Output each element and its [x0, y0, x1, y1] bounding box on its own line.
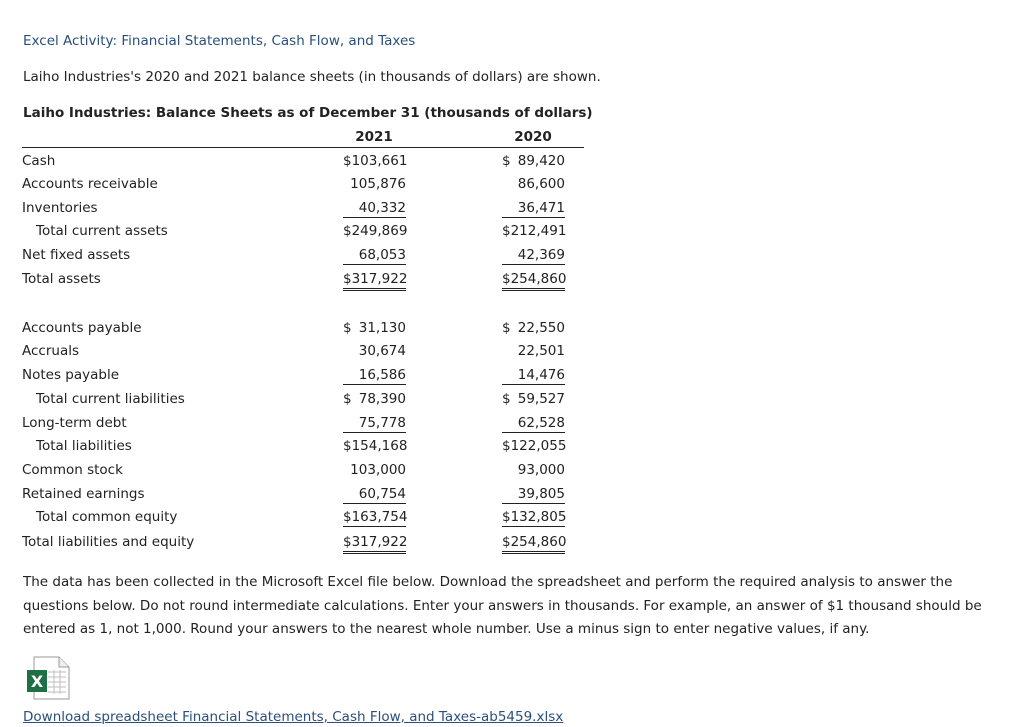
- row-label: Net fixed assets: [22, 247, 131, 263]
- value-2020: [502, 486, 565, 504]
- download-spreadsheet-link[interactable]: Download spreadsheet Financial Statements, Cash Flow, and Taxes-ab5459.xlsx: [23, 709, 564, 725]
- value-2020: [502, 415, 565, 433]
- amount: 212,491: [510, 223, 567, 239]
- currency-symbol: $: [343, 509, 352, 525]
- amount: 14,476: [517, 367, 565, 383]
- value-2020: [502, 223, 565, 239]
- value-2021: [343, 320, 406, 336]
- value-2021: [343, 534, 406, 554]
- column-header-2020: 2020: [514, 129, 552, 145]
- table-row: [22, 174, 582, 194]
- amount: 31,130: [358, 320, 406, 336]
- excel-icon-letter: X: [30, 672, 44, 691]
- value-2020: [502, 343, 565, 359]
- amount: 254,860: [510, 271, 567, 287]
- amount: 163,754: [351, 509, 408, 525]
- value-2021: [343, 391, 406, 407]
- intro-text: Laiho Industries's 2020 and 2021 balance sheets (in thousands of dollars) are shown.: [23, 69, 601, 85]
- currency-symbol: $: [502, 320, 515, 336]
- value-2021: [343, 271, 406, 291]
- row-label: Long-term debt: [22, 415, 127, 431]
- currency-symbol: $: [502, 153, 515, 169]
- currency-symbol: $: [502, 509, 511, 525]
- value-2020: [502, 534, 565, 554]
- currency-symbol: $: [502, 223, 511, 239]
- currency-symbol: $: [343, 320, 356, 336]
- currency-symbol: $: [502, 271, 511, 287]
- table-row: [22, 484, 582, 504]
- amount: 105,876: [350, 176, 406, 192]
- value-2021: [343, 223, 406, 239]
- row-label: Accounts receivable: [22, 176, 158, 192]
- value-2021: [343, 438, 406, 454]
- amount: 86,600: [517, 176, 565, 192]
- currency-symbol: $: [343, 438, 352, 454]
- amount: 40,332: [358, 200, 406, 216]
- amount: 132,805: [510, 509, 567, 525]
- instructions-paragraph: [23, 571, 1003, 642]
- value-2021: [343, 247, 406, 265]
- amount: 93,000: [517, 462, 565, 478]
- amount: 317,922: [351, 271, 408, 287]
- currency-symbol: $: [343, 223, 352, 239]
- amount: 68,053: [358, 247, 406, 263]
- amount: 22,501: [517, 343, 565, 359]
- currency-symbol: $: [343, 534, 352, 550]
- value-2021: [343, 367, 406, 385]
- value-2021: [343, 415, 406, 433]
- table-row: [22, 460, 582, 480]
- value-2021: [343, 486, 406, 504]
- amount: 30,674: [358, 343, 406, 359]
- amount: 122,055: [510, 438, 567, 454]
- header-divider: [22, 147, 584, 148]
- row-label: Total liabilities and equity: [22, 534, 195, 550]
- amount: 22,550: [517, 320, 565, 336]
- value-2021: [343, 176, 406, 192]
- amount: 317,922: [351, 534, 408, 550]
- table-row: [22, 318, 582, 338]
- value-2021: [343, 462, 406, 478]
- amount: 62,528: [517, 415, 565, 431]
- amount: 39,805: [517, 486, 565, 502]
- column-header-2021: 2021: [355, 129, 393, 145]
- row-label: Total assets: [22, 271, 101, 287]
- amount: 36,471: [517, 200, 565, 216]
- value-2021: [343, 153, 406, 169]
- value-2020: [502, 462, 565, 478]
- row-label: Total current assets: [36, 223, 168, 239]
- row-label: Accruals: [22, 343, 80, 359]
- instructions-line-3: entered as 1, not 1,000. Round your answers to the nearest whole number. Use a minus sign to enter negative values, if any.: [23, 621, 870, 637]
- value-2020: [502, 438, 565, 454]
- table-row: [22, 341, 582, 361]
- amount: 154,168: [351, 438, 408, 454]
- table-row: [22, 198, 582, 218]
- row-label: Accounts payable: [22, 320, 142, 336]
- value-2020: [502, 247, 565, 265]
- value-2020: [502, 367, 565, 385]
- activity-title: Excel Activity: Financial Statements, Cash Flow, and Taxes: [23, 33, 416, 49]
- table-row: [22, 413, 582, 433]
- value-2020: [502, 153, 565, 169]
- amount: 59,527: [517, 391, 565, 407]
- row-label: Total current liabilities: [36, 391, 185, 407]
- value-2020: [502, 271, 565, 291]
- amount: 89,420: [517, 153, 565, 169]
- table-row: [22, 389, 582, 409]
- value-2021: [343, 343, 406, 359]
- table-row: [22, 365, 582, 385]
- amount: 254,860: [510, 534, 567, 550]
- row-label: Total liabilities: [36, 438, 132, 454]
- amount: 103,000: [350, 462, 406, 478]
- row-label: Notes payable: [22, 367, 120, 383]
- table-row: [22, 532, 582, 552]
- table-row: [22, 151, 582, 171]
- table-row: [22, 221, 582, 241]
- row-label: Retained earnings: [22, 486, 145, 502]
- value-2020: [502, 200, 565, 218]
- currency-symbol: $: [343, 271, 352, 287]
- value-2020: [502, 176, 565, 192]
- row-label: Total common equity: [36, 509, 178, 525]
- amount: 75,778: [358, 415, 406, 431]
- currency-symbol: $: [502, 534, 511, 550]
- currency-symbol: $: [343, 153, 352, 169]
- value-2021: [343, 200, 406, 218]
- table-row: [22, 507, 582, 527]
- row-label: Inventories: [22, 200, 98, 216]
- instructions-line-1: The data has been collected in the Microsoft Excel file below. Download the spreadsheet and perform the required analysis to answer the: [23, 574, 953, 590]
- amount: 60,754: [358, 486, 406, 502]
- table-row: [22, 245, 582, 265]
- amount: 78,390: [358, 391, 406, 407]
- value-2020: [502, 391, 565, 407]
- currency-symbol: $: [502, 438, 511, 454]
- table-row: [22, 436, 582, 456]
- amount: 103,661: [351, 153, 408, 169]
- currency-symbol: $: [343, 391, 356, 407]
- table-row: [22, 269, 582, 289]
- instructions-line-2: questions below. Do not round intermediate calculations. Enter your answers in thousands. For example, an answer of $1 thousand should be: [23, 597, 982, 614]
- row-label: Cash: [22, 153, 56, 169]
- balance-sheet-title: Laiho Industries: Balance Sheets as of December 31 (thousands of dollars): [23, 105, 593, 121]
- amount: 249,869: [351, 223, 408, 239]
- amount: 16,586: [358, 367, 406, 383]
- currency-symbol: $: [502, 391, 515, 407]
- excel-file-icon[interactable]: [26, 656, 70, 700]
- row-label: Common stock: [22, 462, 123, 478]
- value-2020: [502, 509, 565, 527]
- amount: 42,369: [517, 247, 565, 263]
- value-2021: [343, 509, 406, 527]
- value-2020: [502, 320, 565, 336]
